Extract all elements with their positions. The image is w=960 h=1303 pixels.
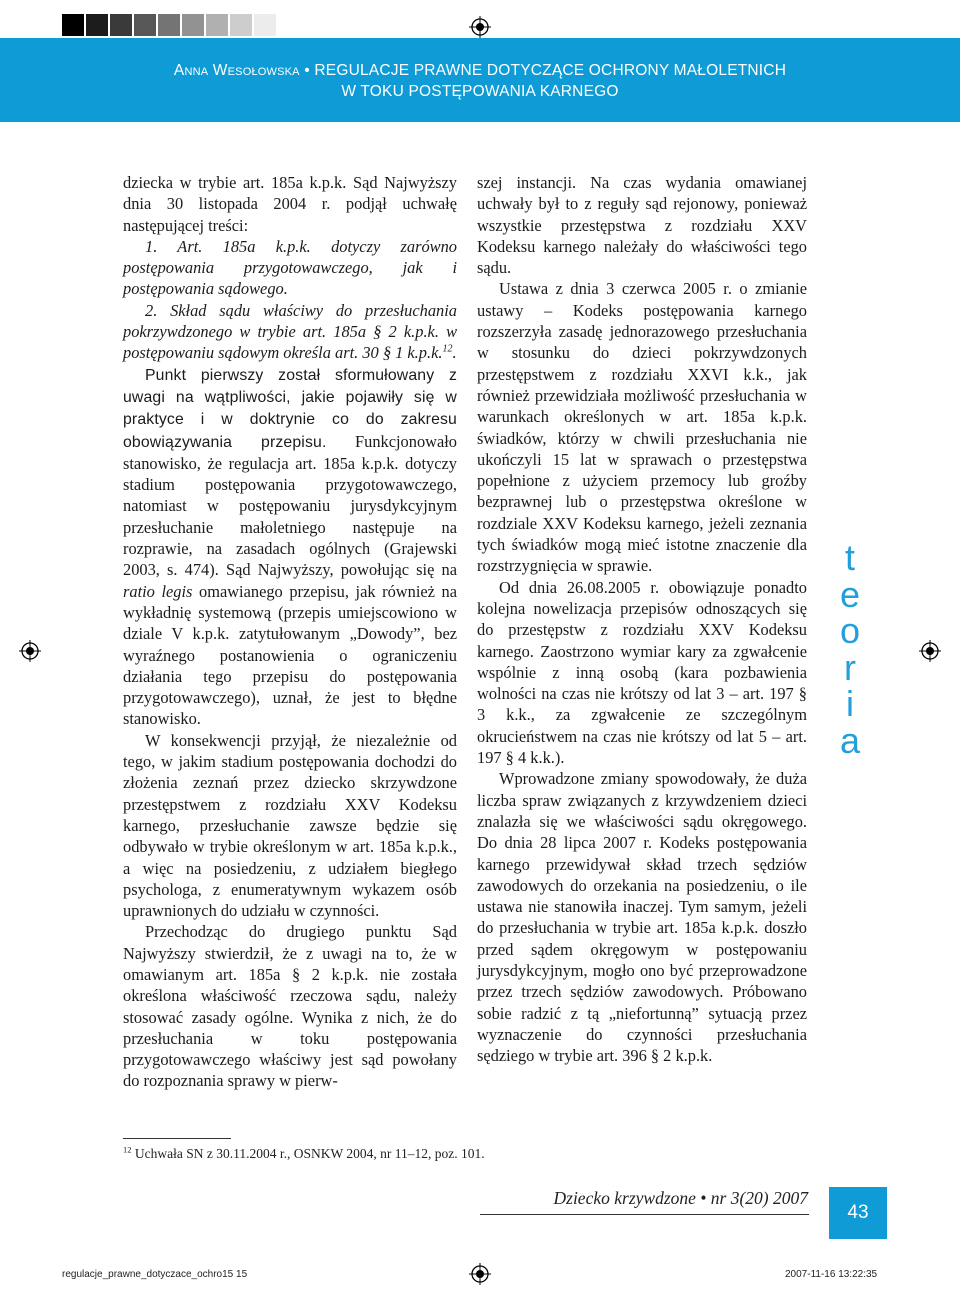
footnote-divider (123, 1138, 231, 1139)
article-title-line-1: REGULACJE PRAWNE DOTYCZĄCE OCHRONY MAŁOLETNICH (314, 62, 787, 79)
color-swatch (206, 14, 228, 36)
footnote-ref: 12 (442, 343, 453, 355)
resolution-point-2: 2. Skład sądu właściwy do przesłuchania pokrzywdzonego w trybie art. 185a § 2 k.p.k. w postępowaniu sądowym określa art. 30 § 1 k.p.k.$^{12}$. (123, 300, 457, 363)
color-swatch (86, 14, 108, 36)
section-letter: t (844, 537, 855, 578)
journal-title: Dziecko krzywdzone • nr 3(20) 2007 (553, 1188, 808, 1208)
registration-mark-icon (469, 1263, 491, 1285)
print-slug-timestamp: 2007-11-16 13:22:35 (785, 1269, 878, 1280)
color-swatch (182, 14, 204, 36)
footnote (123, 1146, 485, 1162)
color-swatch (158, 14, 180, 36)
color-swatch (62, 14, 84, 36)
paragraph: Wprowadzone zmiany spowodowały, że duża liczba spraw związanych z krzywdzeniem dzieci znalazła się we właściwości sądu okręgowego. Do dnia 28 lipca 2007 r. Kodeks postępowania karnego przewidywał skład trzech sędziów zawodowych do orzekania na posiedzeniu, o ile ustawa nie stanowiła inaczej. Tym samym, jeżeli do przesłuchania w trybie art. 185a k.p.k. doszło przed sądem okręgowym w postępowaniu jurysdykcyjnym, mogło ono być przeprowadzone przez trzech sędziów zawodowych. Próbowano sobie radzić z tą „niefortunną” sytuacją przez wyznaczenie do czynności przesłuchania sędziego w trybie art. 396 § 2 k.p.k. (477, 769, 807, 1066)
section-letter: o (839, 610, 861, 651)
paragraph: Ustawa z dnia 3 czerwca 2005 r. o zmianie ustawy – Kodeks postępowania karnego rozszerzyła zasadę jednorazowego przesłuchania w stosunku do dzieci pokrzywdzonych przestępstwem z rozdziału XXVI k.k., jak również przewidziała możliwość przesłuchania w warunkach określonych w art. 185a k.p.k. świadków, którzy w chwili przesłuchania nie ukończyli 15 lat w sprawach o przestępstwa popełnione z użyciem przemocy lub groźby bezprawnej lub o przestępstwa określone w rozdziale XXV Kodeksu karnego, jeżeli zeznania tych świadków mogą mieć istotne znaczenie dla rozstrzygnięcia w sprawie. (477, 279, 807, 576)
color-swatch (254, 14, 276, 36)
paragraph: Od dnia 26.08.2005 r. obowiązuje ponadto kolejna nowelizacja przepisów odnoszących się do przestępstw z rozdziału XXV Kodeksu karnego. Zaostrzono wymiar kary za zgwałcenie wspólnie z inną osobą (kara pozbawienia wolności na czas nie krótszy od lat 3 – art. 197 § 3 k.k., za zgwałcenie ze szczególnym okrucieństwem na czas nie krótszy od lat 5 – art. 197 § 4 k.k.). (477, 577, 807, 768)
paragraph: dziecka w trybie art. 185a k.p.k. Sąd Najwyższy dnia 30 listopada 2004 r. podjął uchwałę następującej treści: (123, 173, 457, 235)
section-letter: a (839, 719, 861, 761)
section-letter: r (844, 646, 856, 688)
right-column (477, 172, 807, 1066)
print-slug-file: regulacje_prawne_dotyczace_ochro15 15 (62, 1269, 248, 1280)
color-swatch (134, 14, 156, 36)
registration-mark-icon (19, 640, 41, 662)
paragraph: Przechodząc do drugiego punktu Sąd Najwyższy stwierdził, że z uwagi na to, że w omawianym art. 185a § 2 k.p.k. nie została określona właściwość rzeczowa sądu, należy stosować zasady ogólne. Wynika z nich, że do przesłuchania w toku postępowania przygotowawczego właściwy jest sąd powołany do rozpoznania sprawy w pierw- (123, 922, 457, 1091)
footer-divider (480, 1214, 809, 1215)
header-bullet: • (304, 62, 310, 79)
paragraph: Punkt pierwszy został sformułowany z uwagi na wątpliwości, jakie pojawiły się w praktyce i w doktrynie co do zakresu obowiązywania przepisu. Funkcjonowało stanowisko, że regulacja art. 185a k.p.k. dotyczy stadium postępowania przygotowawczego, natomiast w postępowaniu jurysdykcyjnym przesłuchanie małoletniego następuje na rozprawie, na zasadach ogólnych (Grajewski 2003, s. 474). Sąd Najwyższy, powołując się na ratio legis omawianego przepisu, jak również na wykładnię systemową (przepis umiejscowiono w dziale V k.p.k. zatytułowanym „Dowody”, bez wyraźnego postanowienia o ograniczeniu działania tego przepisu do postępowania przygotowawczego), uznał, że jest to błędne stanowisko. (123, 366, 457, 729)
article-title-line-2: W TOKU POSTĘPOWANIA KARNEGO (341, 83, 619, 100)
resolution-point-1: 1. Art. 185a k.p.k. dotyczy zarówno postępowania przygotowawczego, jak i postępowania sądowego. (123, 236, 457, 299)
registration-mark-icon (469, 16, 491, 38)
section-letter: i (846, 683, 854, 724)
running-header (0, 60, 960, 102)
color-swatch (110, 14, 132, 36)
page-number: 43 (829, 1187, 887, 1239)
left-column (123, 172, 457, 1092)
author-name: Anna Wesołowska (173, 62, 300, 79)
paragraph: szej instancji. Na czas wydania omawianej uchwały był to z reguły sąd rejonowy, ponieważ wszystkie przestępstwa z rozdziału XXV Kodeksu karnego należały do właściwości tego sądu. (477, 173, 807, 278)
footnote-number: 12 (123, 1144, 132, 1155)
registration-mark-icon (919, 640, 941, 662)
section-letter: e (839, 573, 861, 615)
color-swatch (230, 14, 252, 36)
section-label-teoria (828, 537, 872, 761)
footnote-text: Uchwała SN z 30.11.2004 r., OSNKW 2004, nr 11–12, poz. 101. (131, 1146, 485, 1161)
paragraph: W konsekwencji przyjął, że niezależnie od tego, w jakim stadium postępowania dochodzi do złożenia zeznań przez dziecko skrzywdzone przestępstwem z rozdziału XXV Kodeksu karnego, przesłuchanie zawsze będzie się odbywało w trybie określonym w art. 185a k.p.k., a więc na posiedzeniu, z udziałem biegłego psychologa, z enumeratywnym wykazem osób uprawnionych do udziału w czynności. (123, 730, 457, 921)
